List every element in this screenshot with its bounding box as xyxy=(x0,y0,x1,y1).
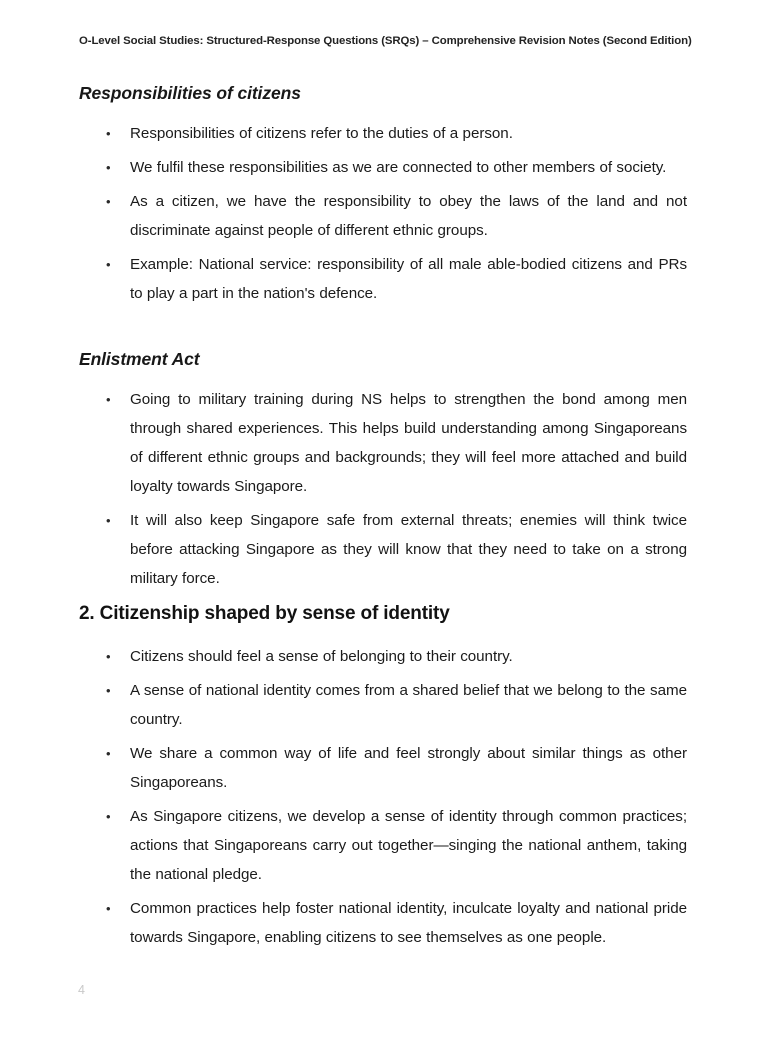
section-citizenship-identity xyxy=(79,603,687,952)
section-enlistment-act xyxy=(79,349,687,593)
list-item-text: • As a citizen, we have the responsibility to obey the laws of the land and not discriminate against people of different ethnic groups. xyxy=(130,193,687,239)
list-item xyxy=(79,187,687,245)
list-item xyxy=(79,119,687,148)
list-item xyxy=(79,894,687,952)
list-item-text: • As Singapore citizens, we develop a sense of identity through common practices; actions that Singaporeans carry out together—singing the national anthem, taking the national pledge. xyxy=(130,808,687,883)
list-item-text: • It will also keep Singapore safe from external threats; enemies will think twice before attacking Singapore as they will know that they need to take on a strong military force. xyxy=(130,512,687,587)
bullet-list-responsibilities xyxy=(79,119,687,308)
list-item-text: • Example: National service: responsibility of all male able-bodied citizens and PRs to play a part in the nation's defence. xyxy=(130,256,687,302)
list-item xyxy=(79,676,687,734)
list-item xyxy=(79,153,687,182)
list-item-text: • Responsibilities of citizens refer to the duties of a person. xyxy=(130,125,513,142)
section-heading-enlistment-act: Enlistment Act xyxy=(79,349,200,369)
list-item-text: • A sense of national identity comes from a shared belief that we belong to the same country. xyxy=(130,682,687,728)
bullet-list-enlistment-act xyxy=(79,385,687,593)
list-item-text: • Going to military training during NS helps to strengthen the bond among men through shared experiences. This helps build understanding among Singaporeans of different ethnic groups and backgrounds; they will feel more attached and build loyalty towards Singapore. xyxy=(130,391,687,495)
list-item-text: • Citizens should feel a sense of belonging to their country. xyxy=(130,648,513,665)
list-item-text: • We fulfil these responsibilities as we are connected to other members of society. xyxy=(130,159,667,176)
bullet-list-citizenship-identity xyxy=(79,642,687,952)
page-number: 4 xyxy=(78,983,85,997)
section-heading-responsibilities: Responsibilities of citizens xyxy=(79,83,301,103)
list-item-text: • We share a common way of life and feel strongly about similar things as other Singaporeans. xyxy=(130,745,687,791)
list-item xyxy=(79,506,687,593)
list-item xyxy=(79,385,687,501)
list-item xyxy=(79,739,687,797)
list-item xyxy=(79,802,687,889)
list-item xyxy=(79,250,687,308)
running-header: O-Level Social Studies: Structured-Response Questions (SRQs) – Comprehensive Revision Notes (Second Edition) xyxy=(79,35,692,47)
section-responsibilities-of-citizens xyxy=(79,83,687,308)
section-heading-citizenship-identity: 2. Citizenship shaped by sense of identity xyxy=(79,603,450,624)
list-item-text: • Common practices help foster national identity, inculcate loyalty and national pride towards Singapore, enabling citizens to see themselves as one people. xyxy=(130,900,687,946)
list-item xyxy=(79,642,687,671)
